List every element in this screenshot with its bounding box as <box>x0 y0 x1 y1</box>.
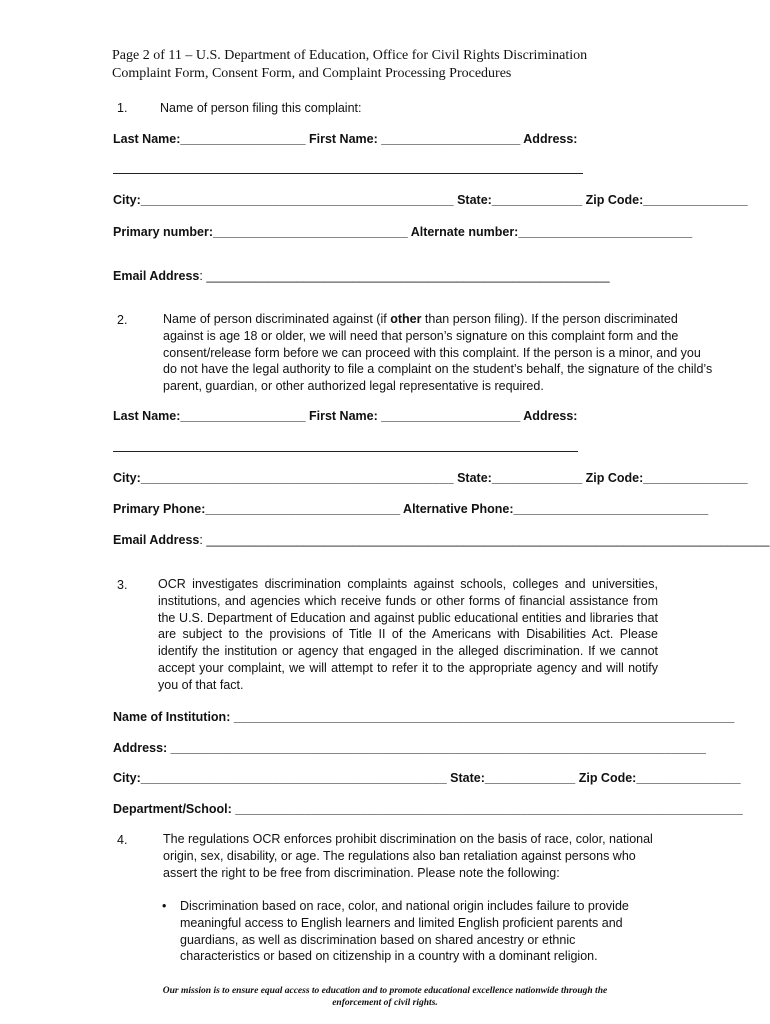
bullet-dot-icon: • <box>162 899 167 913</box>
section-3-paragraph: OCR investigates discrimination complaints against schools, colleges and universities, institutions, and agencies which receive funds or other forms of financial assistance from the U.S. Department of Education and against public educational entities and libraries that are subject to the provisions of Title II of the Americans with Disabilities Act. Please identify the institution or agency that engaged in the alleged discrimination. If we cannot accept your complaint, we will attempt to refer it to the appropriate agency and will notify you of that fact. <box>158 577 658 692</box>
section-2-paragraph <box>163 311 717 395</box>
victim-city-state-zip-row[interactable]: City:_____________________________________________ State:_____________ Zip Code:_______________ <box>113 471 748 485</box>
header-line-1: Page 2 of 11 – U.S. Department of Education, Office for Civil Rights Discrimination <box>112 48 588 63</box>
mission-line-2: enforcement of civil rights. <box>332 998 438 1008</box>
victim-name-row[interactable]: Last Name:__________________ First Name: ____________________ Address: <box>113 409 578 423</box>
section-4-number: 4. <box>117 833 128 847</box>
department-school-row[interactable]: Department/School: _________________________________________________________________________ <box>113 802 743 816</box>
victim-phone-row[interactable]: Primary Phone:____________________________ Alternative Phone:____________________________ <box>113 502 709 516</box>
filer-email-row[interactable] <box>113 268 610 284</box>
filer-name-row[interactable]: Last Name:__________________ First Name: ____________________ Address: <box>113 132 578 146</box>
filer-address-line[interactable] <box>113 173 583 174</box>
section-4-paragraph: The regulations OCR enforces prohibit discrimination on the basis of race, color, national origin, sex, disability, or age. The regulations also ban retaliation against persons who assert the right to be free from discrimination. Please note the following: <box>163 832 653 880</box>
section-2-number: 2. <box>117 313 128 327</box>
header-line-2: Complaint Form, Consent Form, and Complaint Processing Procedures <box>112 66 512 81</box>
victim-address-line[interactable] <box>113 451 578 452</box>
victim-email-row[interactable] <box>113 532 769 548</box>
institution-city-state-zip-row[interactable]: City:____________________________________________ State:_____________ Zip Code:_______________ <box>113 771 741 785</box>
filer-phone-row[interactable]: Primary number:____________________________ Alternate number:_________________________ <box>113 225 693 239</box>
institution-address-row[interactable]: Address: _____________________________________________________________________________ <box>113 741 706 755</box>
victim-email-blank[interactable]: : _________________________________________________________________________________ <box>199 533 770 547</box>
institution-name-row[interactable]: Name of Institution: ________________________________________________________________________ <box>113 710 735 724</box>
mission-footer <box>140 985 630 1009</box>
section-4-bullet-1: Discrimination based on race, color, and national origin includes failure to provide meaningful access to English learners and limited English proficient parents and guardians, as well as discrimination based on shared ancestry or ethnic characteristics or based on citizenship in a country with a dominant religion. <box>180 899 629 964</box>
section-3-number: 3. <box>117 578 128 592</box>
filer-city-state-zip-row[interactable]: City:_____________________________________________ State:_____________ Zip Code:_______________ <box>113 193 748 207</box>
section-1-title: Name of person filing this complaint: <box>160 101 362 115</box>
section-2-para-after: than person filing). If the person discriminated against is age 18 or older, we will need that person’s signature on this complaint form and the consent/release form before we can proceed with this complaint. If the person is a minor, and you do not have the legal authority to file a complaint on the student’s behalf, the signature of the child’s parent, guardian, or other authorized legal representative is required. <box>163 312 713 394</box>
section-2-para-bold: other <box>390 312 422 326</box>
page-header <box>112 47 672 83</box>
section-1-number: 1. <box>117 101 128 115</box>
victim-email-label: Email Address <box>113 533 200 547</box>
section-2-para-before: Name of person discriminated against (if <box>163 312 391 326</box>
filer-email-blank[interactable]: : __________________________________________________________ <box>199 269 610 283</box>
filer-email-label: Email Address <box>113 269 200 283</box>
mission-line-1: Our mission is to ensure equal access to education and to promote educational excellence nationwide through the <box>162 986 608 996</box>
